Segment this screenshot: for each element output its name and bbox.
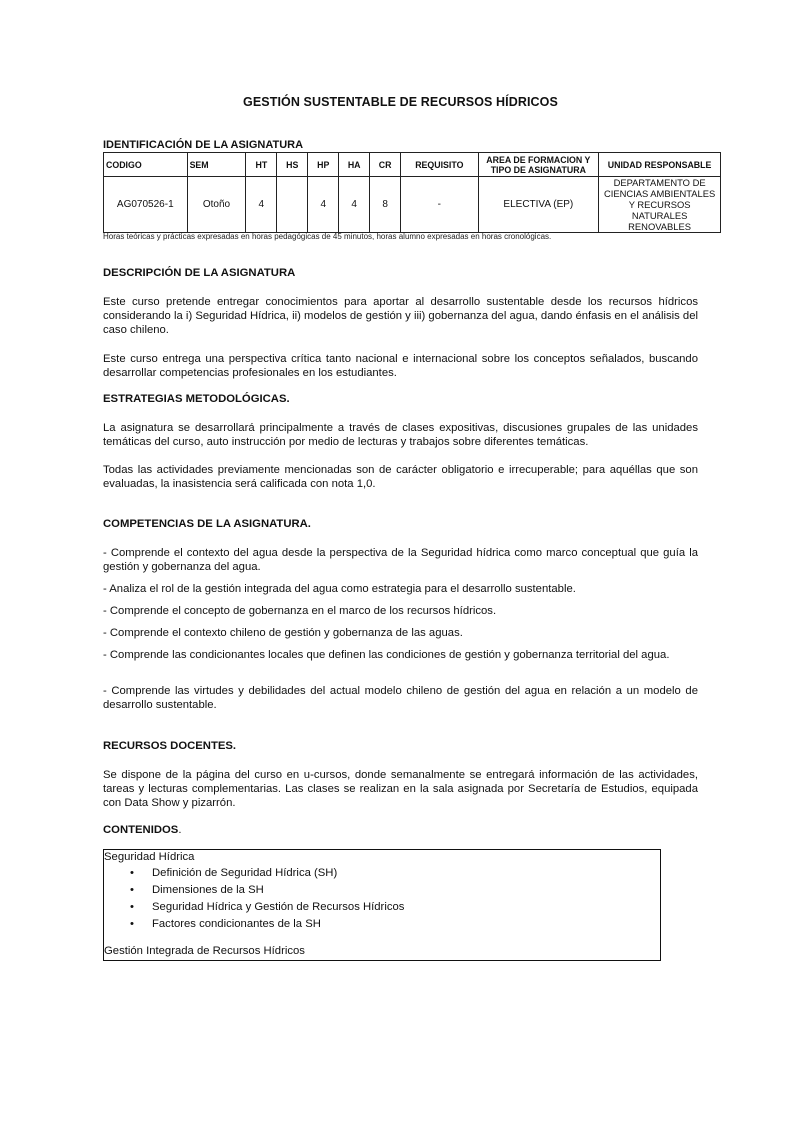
strategies-heading: ESTRATEGIAS METODOLÓGICAS. [103, 393, 290, 405]
header-cr: CR [370, 153, 401, 177]
cell-requisito: - [401, 177, 478, 233]
cell-hs [277, 177, 308, 233]
bullet-icon: • [130, 884, 134, 896]
header-area: AREA DE FORMACION Y TIPO DE ASIGNATURA [478, 153, 599, 177]
cell-area: ELECTIVA (EP) [478, 177, 599, 233]
list-item [104, 883, 404, 900]
cell-codigo: AG070526-1 [104, 177, 188, 233]
contents-list [104, 866, 404, 934]
header-ha: HA [339, 153, 370, 177]
description-paragraph-1: Este curso pretende entregar conocimientos para aportar al desarrollo sustentable desde los recursos hídricos considerando la i) Seguridad Hídrica, ii) modelos de gestión y iii) gobernanza del agua, dando énfasis en el análisis del caso chileno. [103, 296, 698, 336]
list-item [104, 866, 404, 883]
header-unidad: UNIDAD RESPONSABLE [599, 153, 721, 177]
header-codigo: CODIGO [104, 153, 188, 177]
cell-ha: 4 [339, 177, 370, 233]
page-title: GESTIÓN SUSTENTABLE DE RECURSOS HÍDRICOS [243, 95, 558, 109]
list-item [104, 917, 404, 934]
cell-hp: 4 [308, 177, 339, 233]
identification-heading: IDENTIFICACIÓN DE LA ASIGNATURA [103, 139, 304, 151]
strategies-paragraph-1: La asignatura se desarrollará principalmente a través de clases expositivas, discusiones grupales de las unidades temáticas del curso, auto instrucción por medio de lecturas y trabajos sobre diferentes temáticas. [103, 422, 698, 448]
contents-heading-period: . [178, 824, 182, 836]
description-paragraph-2: Este curso entrega una perspectiva crítica tanto nacional e internacional sobre los conceptos señalados, buscando desarrollar competencias profesionales en los estudiantes. [103, 353, 698, 379]
header-hs: HS [277, 153, 308, 177]
bullet-icon: • [130, 901, 134, 913]
contents-section-title: Gestión Integrada de Recursos Hídricos [104, 945, 305, 957]
cell-ht: 4 [246, 177, 277, 233]
competency-item: - Analiza el rol de la gestión integrada del agua como estrategia para el desarrollo sustentable. [103, 583, 576, 595]
header-requisito: REQUISITO [401, 153, 478, 177]
list-item [104, 900, 404, 917]
contents-heading-text: CONTENIDOS [103, 824, 179, 836]
cell-cr: 8 [370, 177, 401, 233]
description-heading: DESCRIPCIÓN DE LA ASIGNATURA [103, 267, 296, 279]
table-header-row [104, 153, 721, 177]
list-item-text: Factores condicionantes de la SH [152, 918, 321, 930]
contents-section-title: Seguridad Hídrica [104, 851, 195, 863]
competency-item: - Comprende el concepto de gobernanza en el marco de los recursos hídricos. [103, 605, 497, 617]
competency-item: - Comprende el contexto chileno de gestión y gobernanza de las aguas. [103, 627, 463, 639]
cell-unidad: DEPARTAMENTO DE CIENCIAS AMBIENTALES Y RECURSOS NATURALES RENOVABLES [599, 177, 721, 233]
resources-paragraph: Se dispone de la página del curso en u-cursos, donde semanalmente se entregará información de las actividades, tareas y lecturas complementarias. Las clases se realizan en la sala asignada por Secretaría de Estudios, equipada con Data Show y pizarrón. [103, 769, 698, 809]
bullet-icon: • [130, 867, 134, 879]
resources-heading: RECURSOS DOCENTES. [103, 740, 237, 752]
contents-box [103, 849, 661, 961]
bullet-icon: • [130, 918, 134, 930]
cell-sem: Otoño [187, 177, 246, 233]
competency-item: - Comprende el contexto del agua desde la perspectiva de la Seguridad hídrica como marco conceptual que guía la gestión y gobernanza del agua. [103, 547, 698, 573]
competency-item: - Comprende las virtudes y debilidades del actual modelo chileno de gestión del agua en relación a un modelo de desarrollo sustentable. [103, 685, 698, 711]
competency-item: - Comprende las condicionantes locales que definen las condiciones de gestión y gobernanza territorial del agua. [103, 649, 670, 661]
list-item-text: Definición de Seguridad Hídrica (SH) [152, 867, 338, 879]
header-sem: SEM [187, 153, 246, 177]
header-ht: HT [246, 153, 277, 177]
table-row [104, 177, 721, 233]
hours-note: Horas teóricas y prácticas expresadas en horas pedagógicas de 45 minutos, horas alumno expresadas en horas cronológicas. [103, 232, 552, 241]
header-hp: HP [308, 153, 339, 177]
competencies-heading: COMPETENCIAS DE LA ASIGNATURA. [103, 518, 311, 530]
contents-heading [103, 824, 181, 836]
strategies-paragraph-2: Todas las actividades previamente mencionadas son de carácter obligatorio e irrecuperable; para aquéllas que son evaluadas, la inasistencia será calificada con nota 1,0. [103, 464, 698, 490]
identification-table [103, 152, 721, 233]
list-item-text: Dimensiones de la SH [152, 884, 264, 896]
list-item-text: Seguridad Hídrica y Gestión de Recursos Hídricos [152, 901, 405, 913]
